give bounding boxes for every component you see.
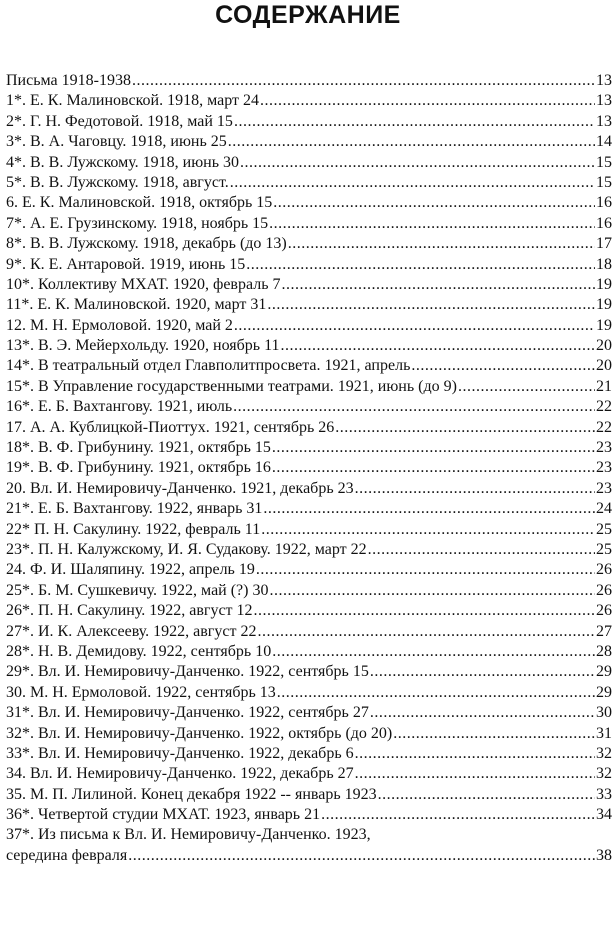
toc-entry[interactable] <box>6 499 612 519</box>
toc-page-number: 22 <box>596 418 612 436</box>
toc-entry-title: 25*. Б. М. Сушкевичу. 1922, май (?) 30 <box>6 581 269 599</box>
toc-entry[interactable] <box>6 214 612 234</box>
toc-entry-title: 26*. П. Н. Сакулину. 1922, август 12 <box>6 602 253 620</box>
toc-page-number: 31 <box>596 724 612 742</box>
toc-entry[interactable] <box>6 581 612 601</box>
toc-entry-title: 33*. Вл. И. Немировичу-Данченко. 1922, декабрь 6 <box>6 744 354 762</box>
toc-page-number: 19 <box>596 296 612 314</box>
toc-page-number: 19 <box>596 316 612 334</box>
leader-dots <box>132 71 595 91</box>
toc-entry[interactable] <box>6 173 612 193</box>
toc-entry-title: 20. Вл. И. Немировичу-Данченко. 1921, декабрь 23 <box>6 479 354 497</box>
toc-page-number: 14 <box>596 133 612 151</box>
leader-dots <box>272 438 595 458</box>
toc-page-number: 29 <box>596 663 612 681</box>
toc-entry-title: 14*. В театральный отдел Главполитпросвета. 1921, апрель <box>6 357 411 375</box>
toc-page-number: 22 <box>596 398 612 416</box>
leader-dots <box>240 153 595 173</box>
toc-entry-title-line2: середина февраля <box>6 846 128 864</box>
toc-page-number: 24 <box>596 500 612 518</box>
leader-dots <box>128 846 595 866</box>
toc-entry[interactable] <box>6 520 612 540</box>
toc-entry-title: 24. Ф. И. Шаляпину. 1922, апрель 19 <box>6 561 255 579</box>
toc-entry-title: 28*. Н. В. Демидову. 1922, сентябрь 10 <box>6 642 272 660</box>
toc-entry-title: 4*. В. В. Лужскому. 1918, июнь 30 <box>6 153 240 171</box>
table-of-contents <box>6 71 612 866</box>
toc-entry[interactable] <box>6 662 612 682</box>
toc-entry[interactable] <box>6 255 612 275</box>
leader-dots <box>288 234 595 254</box>
toc-entry-title: 30. М. Н. Ермоловой. 1922, сентябрь 13 <box>6 683 276 701</box>
toc-entry-title: 12. М. Н. Ермоловой. 1920, май 2 <box>6 316 233 334</box>
leader-dots <box>254 601 595 621</box>
toc-entry[interactable] <box>6 601 612 621</box>
toc-entry-title: 9*. К. Е. Антаровой. 1919, июнь 15 <box>6 255 246 273</box>
toc-entry[interactable] <box>6 112 612 132</box>
toc-page-number: 23 <box>596 459 612 477</box>
toc-entry-title: 8*. В. В. Лужскому. 1918, декабрь (до 13) <box>6 235 287 253</box>
toc-entry-title: 27*. И. К. Алексееву. 1922, август 22 <box>6 622 257 640</box>
toc-page-number: 23 <box>596 479 612 497</box>
toc-entry-title: 6. Е. К. Малиновской. 1918, октябрь 15 <box>6 194 273 212</box>
leader-dots <box>277 683 595 703</box>
toc-page-number: 21 <box>596 377 612 395</box>
leader-dots <box>355 764 595 784</box>
leader-dots <box>269 581 595 601</box>
leader-dots <box>246 255 595 275</box>
toc-entry[interactable] <box>6 458 612 478</box>
leader-dots <box>228 132 595 152</box>
toc-entry[interactable] <box>6 805 612 825</box>
leader-dots <box>355 479 595 499</box>
toc-entry[interactable] <box>6 540 612 560</box>
page-title: СОДЕРЖАНИЕ <box>215 1 401 29</box>
toc-entry[interactable] <box>6 479 612 499</box>
leader-dots <box>411 356 595 376</box>
toc-page-number: 28 <box>596 642 612 660</box>
leader-dots <box>257 622 595 642</box>
toc-entry-title: 1*. Е. К. Малиновской. 1918, март 24 <box>6 92 260 110</box>
toc-entry-title: 15*. В Управление государственными театрами. 1921, июнь (до 9) <box>6 377 457 395</box>
toc-entry[interactable] <box>6 234 612 254</box>
leader-dots <box>256 560 595 580</box>
toc-entry[interactable] <box>6 438 612 458</box>
leader-dots <box>233 397 595 417</box>
toc-page-number: 27 <box>596 622 612 640</box>
toc-entry-title: 13*. В. Э. Мейерхольду. 1920, ноябрь 11 <box>6 337 280 355</box>
leader-dots <box>378 785 595 805</box>
toc-entry[interactable] <box>6 91 612 111</box>
toc-entry-title: 5*. В. В. Лужскому. 1918, август. <box>6 173 229 191</box>
toc-entry[interactable] <box>6 153 612 173</box>
toc-page-number: 38 <box>596 846 612 864</box>
toc-entry[interactable] <box>6 560 612 580</box>
toc-entry-title: 18*. В. Ф. Грибунину. 1921, октябрь 15 <box>6 439 271 457</box>
leader-dots <box>234 316 595 336</box>
toc-entry[interactable] <box>6 683 612 703</box>
leader-dots <box>370 703 595 723</box>
toc-entry[interactable] <box>6 785 612 805</box>
leader-dots <box>370 662 595 682</box>
toc-entry[interactable] <box>6 71 612 91</box>
toc-entry-title: 10*. Коллективу МХАТ. 1920, февраль 7 <box>6 275 281 293</box>
leader-dots <box>458 377 595 397</box>
toc-page-number: 32 <box>596 744 612 762</box>
toc-entry-title: 21*. Е. Б. Вахтангову. 1922, январь 31 <box>6 500 263 518</box>
toc-page-number: 16 <box>596 214 612 232</box>
leader-dots <box>368 540 595 560</box>
toc-page-number: 13 <box>596 112 612 130</box>
toc-entry[interactable] <box>6 418 612 438</box>
toc-page-number: 18 <box>596 255 612 273</box>
toc-entry[interactable] <box>6 316 612 336</box>
leader-dots <box>393 724 595 744</box>
leader-dots <box>263 499 595 519</box>
toc-page-number: 30 <box>596 704 612 722</box>
toc-entry-title: 34. Вл. И. Немировичу-Данченко. 1922, декабрь 27 <box>6 765 354 783</box>
toc-page-number: 33 <box>596 785 612 803</box>
toc-page-number: 17 <box>596 235 612 253</box>
leader-dots <box>272 642 595 662</box>
toc-entry-title: 7*. А. Е. Грузинскому. 1918, ноябрь 15 <box>6 214 269 232</box>
toc-entry-title: 11*. Е. К. Малиновской. 1920, март 31 <box>6 296 267 314</box>
toc-entry-title: 29*. Вл. И. Немировичу-Данченко. 1922, сентябрь 15 <box>6 663 369 681</box>
toc-entry-37[interactable] <box>6 825 612 866</box>
toc-page-number: 25 <box>596 540 612 558</box>
toc-entry-title: 3*. В. А. Чаговцу. 1918, июнь 25 <box>6 133 227 151</box>
toc-entry[interactable] <box>6 377 612 397</box>
toc-page-number: 23 <box>596 439 612 457</box>
toc-entry-title: 36*. Четвертой студии МХАТ. 1923, январь 21 <box>6 806 321 824</box>
toc-entry-title: Письма 1918-1938 <box>6 72 131 89</box>
leader-dots <box>335 418 595 438</box>
toc-page-number: 29 <box>596 683 612 701</box>
toc-page-number: 20 <box>596 337 612 355</box>
leader-dots <box>355 744 595 764</box>
toc-entry[interactable] <box>6 275 612 295</box>
toc-entry-title: 2*. Г. Н. Федотовой. 1918, май 15 <box>6 112 233 130</box>
toc-entry-title: 19*. В. Ф. Грибунину. 1921, октябрь 16 <box>6 459 271 477</box>
toc-page-number: 26 <box>596 561 612 579</box>
toc-page-number: 15 <box>596 173 612 191</box>
toc-entry-title-line1: 37*. Из письма к Вл. И. Немировичу-Данченко. 1923, <box>6 826 371 844</box>
toc-entry[interactable] <box>6 295 612 315</box>
leader-dots <box>273 193 595 213</box>
toc-page-number: 13 <box>596 72 612 89</box>
leader-dots <box>282 275 595 295</box>
leader-dots <box>234 112 595 132</box>
toc-page-number: 34 <box>596 806 612 824</box>
leader-dots <box>280 336 595 356</box>
toc-entry[interactable] <box>6 356 612 376</box>
toc-page-number: 13 <box>596 92 612 110</box>
toc-entry-title: 23*. П. Н. Калужскому, И. Я. Судакову. 1922, март 22 <box>6 540 367 558</box>
toc-entry-title: 17. А. А. Кублицкой-Пиоттух. 1921, сентябрь 26 <box>6 418 335 436</box>
toc-entry[interactable] <box>6 336 612 356</box>
toc-page-number: 19 <box>596 275 612 293</box>
toc-entry-title: 31*. Вл. И. Немировичу-Данченко. 1922, сентябрь 27 <box>6 704 369 722</box>
leader-dots <box>230 173 595 193</box>
toc-entry[interactable] <box>6 724 612 744</box>
toc-entry[interactable] <box>6 764 612 784</box>
toc-entry[interactable] <box>6 132 612 152</box>
toc-entry[interactable] <box>6 744 612 764</box>
toc-entry-title: 22* П. Н. Сакулину. 1922, февраль 11 <box>6 520 261 538</box>
toc-entry-title: 35. М. П. Лилиной. Конец декабря 1922 -- январь 1923 <box>6 785 377 803</box>
toc-page-number: 26 <box>596 602 612 620</box>
toc-entry[interactable] <box>6 642 612 662</box>
leader-dots <box>260 91 595 111</box>
toc-page-number: 32 <box>596 765 612 783</box>
toc-entry[interactable] <box>6 397 612 417</box>
toc-entry[interactable] <box>6 703 612 723</box>
toc-entry-title: 16*. Е. Б. Вахтангову. 1921, июль <box>6 398 233 416</box>
leader-dots <box>272 458 595 478</box>
leader-dots <box>261 520 595 540</box>
toc-page-number: 26 <box>596 581 612 599</box>
toc-page-number: 20 <box>596 357 612 375</box>
toc-entry-title: 32*. Вл. И. Немировичу-Данченко. 1922, октябрь (до 20) <box>6 724 393 742</box>
leader-dots <box>267 295 595 315</box>
leader-dots <box>321 805 595 825</box>
toc-entry[interactable] <box>6 622 612 642</box>
toc-page-number: 16 <box>596 194 612 212</box>
leader-dots <box>269 214 595 234</box>
toc-entry[interactable] <box>6 193 612 213</box>
toc-page-number: 25 <box>596 520 612 538</box>
toc-page-number: 15 <box>596 153 612 171</box>
